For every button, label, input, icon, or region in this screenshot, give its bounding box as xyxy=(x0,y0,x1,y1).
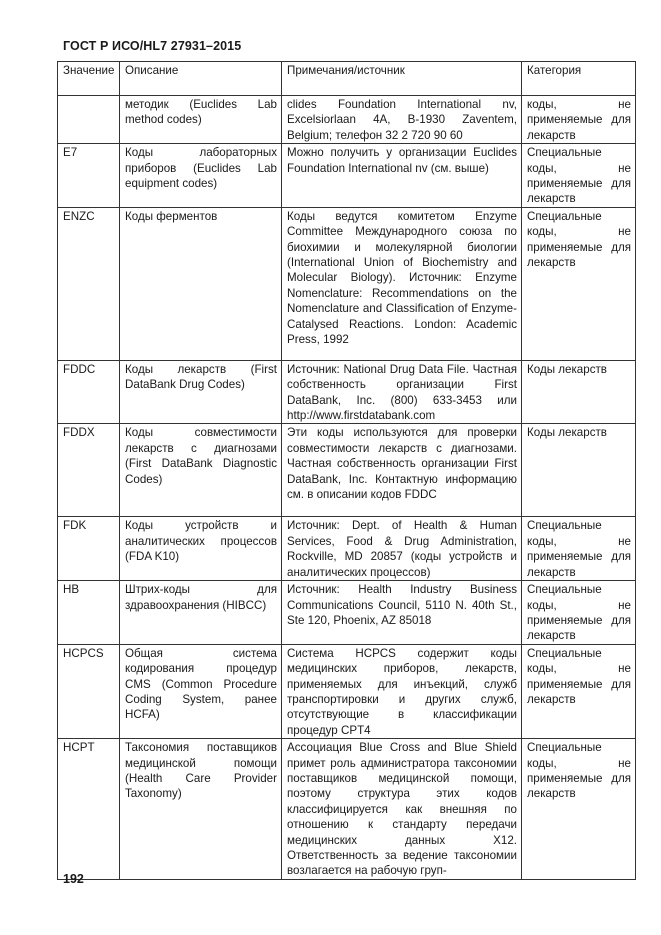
cell-description: Коды ферментов xyxy=(120,207,282,360)
page-number: 192 xyxy=(63,872,84,886)
cell-value: FDDC xyxy=(58,360,120,424)
table-row xyxy=(58,739,636,880)
cell-description: Коды лекарств (First DataBank Drug Codes) xyxy=(120,360,282,424)
cell-value: HCPT xyxy=(58,739,120,880)
cell-notes: Источник: National Drug Data File. Частная собственность организации First DataBank, Inc. (800) 633-3453 или http://www.firstdatabank.com xyxy=(282,360,522,424)
cell-category: Коды лекарств xyxy=(522,360,636,424)
cell-notes: Можно получить у организации Euclides Foundation International nv (см. выше) xyxy=(282,144,522,208)
table-row xyxy=(58,517,636,581)
cell-value: ENZC xyxy=(58,207,120,360)
cell-description: Коды совместимости лекарств с диагнозами (First DataBank Diagnostic Codes) xyxy=(120,424,282,517)
table-row xyxy=(58,207,636,360)
cell-description: Коды устройств и аналитических процессов (FDA K10) xyxy=(120,517,282,581)
cell-category: Специальные коды, не применяемые для лекарств xyxy=(522,644,636,738)
cell-category: Специальные коды, не применяемые для лекарств xyxy=(522,739,636,880)
cell-description: Общая система кодирования процедур CMS (Common Procedure Coding System, ранее HCFA) xyxy=(120,644,282,738)
cell-description: Коды лабораторных приборов (Euclides Lab equipment codes) xyxy=(120,144,282,208)
table-header-row xyxy=(58,62,636,96)
cell-description: методик (Euclides Lab method codes) xyxy=(120,96,282,144)
cell-notes: Ассоциация Blue Cross and Blue Shield примет роль администратора таксономии поставщиков медицинской помощи, поэтому структура этих кодов классифицируется как внешняя по отношению к стандарту передачи медицинских данных X12. Ответственность за ведение таксономии возлагается на рабочую груп- xyxy=(282,739,522,880)
column-header-description: Описание xyxy=(120,62,282,96)
cell-notes: Эти коды используются для проверки совместимости лекарств с диагнозами. Частная собственность организации First DataBank, Inc. Контактную информацию см. в описании кодов FDDC xyxy=(282,424,522,517)
cell-category: Специальные коды, не применяемые для лекарств xyxy=(522,581,636,645)
cell-description: Таксономия поставщиков медицинской помощи (Health Care Provider Taxonomy) xyxy=(120,739,282,880)
cell-notes: Коды ведутся комитетом Enzyme Committee Международного союза по биохимии и молекулярной биологии (International Union of Biochemistry and Molecular Biology). Источник: Enzyme Nomenclature: Recommendations on the Nomenclature and Classification of Enzyme-Catalysed Reactions. London: Academic Press, 1992 xyxy=(282,207,522,360)
cell-category: Специальные коды, не применяемые для лекарств xyxy=(522,517,636,581)
table-row xyxy=(58,644,636,738)
table-row xyxy=(58,424,636,517)
table-row xyxy=(58,360,636,424)
cell-value: FDK xyxy=(58,517,120,581)
cell-notes: Источник: Dept. of Health & Human Services, Food & Drug Administration, Rockville, MD 20857 (коды устройств и аналитических процессов) xyxy=(282,517,522,581)
cell-value xyxy=(58,96,120,144)
code-table xyxy=(57,61,636,880)
cell-category: Коды лекарств xyxy=(522,424,636,517)
column-header-category: Категория xyxy=(522,62,636,96)
table-row xyxy=(58,96,636,144)
cell-category: Специальные коды, не применяемые для лекарств xyxy=(522,144,636,208)
cell-value: HCPCS xyxy=(58,644,120,738)
document-header: ГОСТ Р ИСО/HL7 27931–2015 xyxy=(63,39,242,53)
cell-category: Специальные коды, не применяемые для лекарств xyxy=(522,207,636,360)
table-row xyxy=(58,581,636,645)
table-row xyxy=(58,144,636,208)
cell-notes: Источник: Health Industry Business Communications Council, 5110 N. 40th St., Ste 120, Phoenix, AZ 85018 xyxy=(282,581,522,645)
cell-notes: clides Foundation International nv, Excelsiorlaan 4A, B-1930 Zaventem, Belgium; телефон 32 2 720 90 60 xyxy=(282,96,522,144)
cell-value: E7 xyxy=(58,144,120,208)
cell-value: HB xyxy=(58,581,120,645)
column-header-notes: Примечания/источник xyxy=(282,62,522,96)
column-header-value: Значение xyxy=(58,62,120,96)
cell-notes: Система HCPCS содержит коды медицинских приборов, лекарств, применяемых для инъекций, служб транспортировки и других служб, отсутствующие в классификации процедур CPT4 xyxy=(282,644,522,738)
cell-category: коды, не применяемые для лекарств xyxy=(522,96,636,144)
cell-value: FDDX xyxy=(58,424,120,517)
cell-description: Штрих-коды для здравоохранения (HIBCC) xyxy=(120,581,282,645)
